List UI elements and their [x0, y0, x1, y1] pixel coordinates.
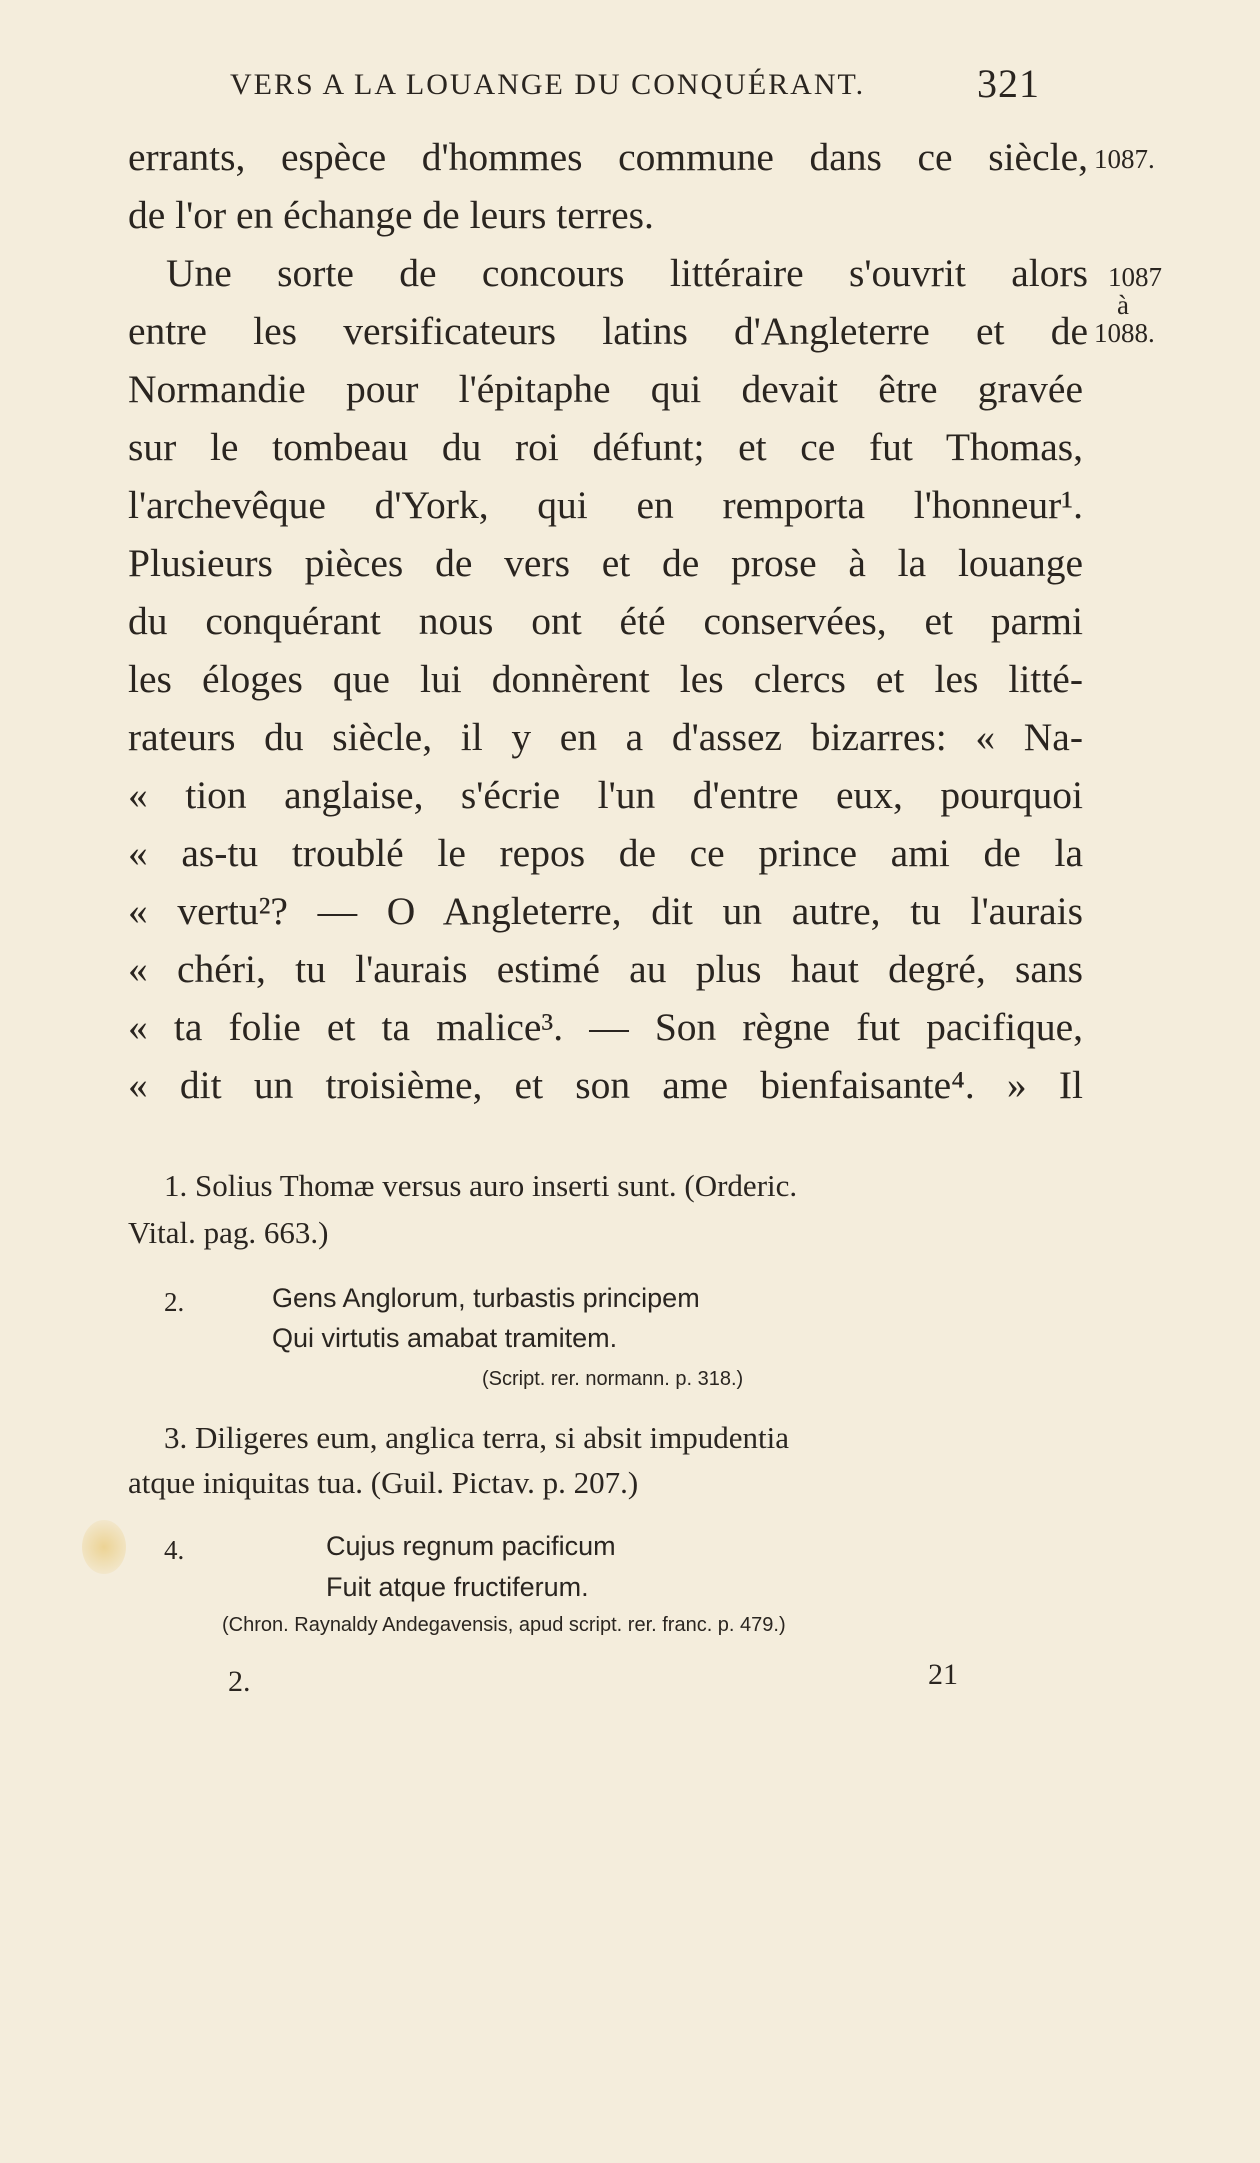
body-line: de l'or en échange de leurs terres.	[128, 193, 654, 237]
paper-stain	[82, 1520, 126, 1574]
footnote-1-line: 1. Solius Thomæ versus auro inserti sunt. (Orderic.	[164, 1168, 798, 1203]
running-title: VERS A LA LOUANGE DU CONQUÉRANT.	[230, 68, 866, 101]
footnote-4-verse: Cujus regnum pacificum	[326, 1531, 616, 1561]
margin-date: 1087	[1108, 262, 1162, 292]
body-line: Une sorte de concours littéraire s'ouvrit alors	[166, 251, 1088, 295]
footnote-4-number: 4.	[164, 1535, 185, 1565]
footnote-1-line: Vital. pag. 663.)	[128, 1215, 329, 1250]
footnote-4-source: (Chron. Raynaldy Andegavensis, apud script. rer. franc. p. 479.)	[222, 1614, 786, 1636]
body-line: « chéri, tu l'aurais estimé au plus haut degré, sans	[128, 947, 1083, 991]
signature-mark-right: 21	[928, 1658, 958, 1691]
margin-date: à	[1117, 290, 1129, 320]
body-line: du conquérant nous ont été conservées, et parmi	[128, 599, 1083, 643]
body-line: Normandie pour l'épitaphe qui devait être gravée	[128, 367, 1083, 411]
footnote-2-verse: Gens Anglorum, turbastis principem	[272, 1283, 700, 1313]
page-number: 321	[977, 61, 1040, 106]
margin-date: 1088.	[1094, 318, 1155, 348]
body-line: Plusieurs pièces de vers et de prose à la louange	[128, 541, 1083, 585]
footnote-3-line: 3. Diligeres eum, anglica terra, si absit impudentia	[164, 1420, 789, 1455]
body-line: « as-tu troublé le repos de ce prince ami de la	[128, 831, 1083, 875]
body-line: « vertu²? — O Angleterre, dit un autre, tu l'aurais	[128, 889, 1083, 933]
footnote-4-verse: Fuit atque fructiferum.	[326, 1572, 589, 1602]
body-line: « ta folie et ta malice³. — Son règne fut pacifique,	[128, 1005, 1083, 1049]
signature-mark-left: 2.	[228, 1665, 251, 1698]
body-line: « tion anglaise, s'écrie l'un d'entre eux, pourquoi	[128, 773, 1083, 817]
footnote-3-line: atque iniquitas tua. (Guil. Pictav. p. 207.)	[128, 1465, 639, 1500]
margin-date: 1087.	[1094, 144, 1155, 174]
body-line: entre les versificateurs latins d'Angleterre et de	[128, 309, 1088, 353]
footnote-2-verse: Qui virtutis amabat tramitem.	[272, 1323, 618, 1353]
body-line: rateurs du siècle, il y en a d'assez bizarres: « Na-	[128, 715, 1083, 759]
body-line: l'archevêque d'York, qui en remporta l'honneur¹.	[128, 483, 1083, 527]
body-line: « dit un troisième, et son ame bienfaisante⁴. » Il	[128, 1063, 1083, 1107]
body-line: les éloges que lui donnèrent les clercs et les litté-	[128, 657, 1083, 701]
footnote-2-source: (Script. rer. normann. p. 318.)	[482, 1368, 744, 1390]
body-line: errants, espèce d'hommes commune dans ce siècle,	[128, 135, 1088, 179]
body-line: sur le tombeau du roi défunt; et ce fut Thomas,	[128, 425, 1083, 469]
footnote-2-number: 2.	[164, 1287, 185, 1317]
